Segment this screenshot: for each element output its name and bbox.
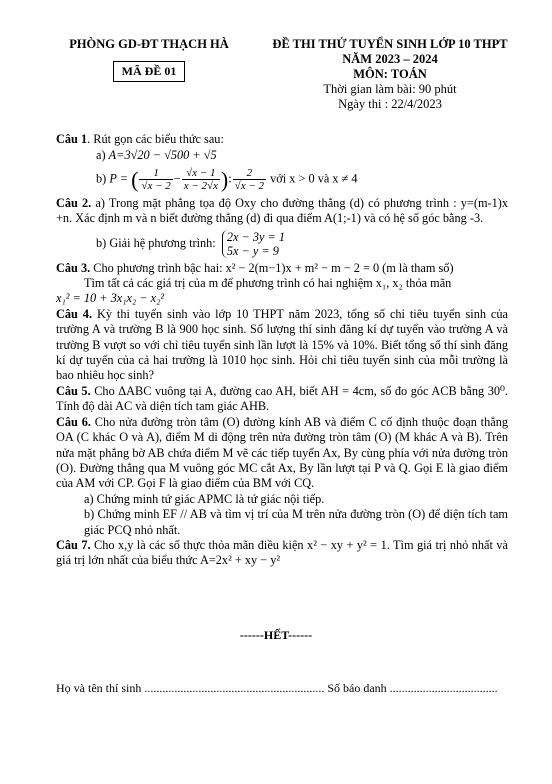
question-2-text: a) Trong mặt phẳng tọa độ Oxy cho đường thẳng (d) có phương trình : y=(m-1)x +n. Xác định m và n biết đường thẳng (d) đi qua điểm A(1;-1) và có hệ số góc bằng -3. bbox=[56, 195, 508, 226]
exam-body bbox=[56, 132, 508, 569]
question-2b-text: b) Giải hệ phương trình: bbox=[96, 235, 216, 250]
question-7-text: Cho x,y là các số thực thỏa mãn điều kiện x² − xy + y² = 1. Tìm giá trị nhỏ nhất và giá trị lớn nhất của biểu thức A=2x² + xy − y² bbox=[56, 537, 508, 568]
question-6-text: Cho nửa đường tròn tâm (O) đường kính AB và điểm C cố định thuộc đoạn thẳng OA (C khác O và A), điểm M di động trên nửa đường tròn tâm (O) (M khác A và B). Trên nửa mặt phẳng bờ AB chứa điểm M vẽ các tiếp tuyến Ax, By cùng phía với nửa đường tròn (O). Đường thẳng qua M vuông góc MC cắt Ax, By lần lượt tại P và Q. Gọi E là giao điểm của AM với CP. Gọi F là giao điểm của BM với CQ. bbox=[56, 414, 508, 491]
question-1a bbox=[56, 148, 508, 163]
question-1b-p: P = bbox=[109, 171, 128, 186]
question-3-label: Câu 3. bbox=[56, 260, 91, 275]
question-3-text: Cho phương trình bậc hai: x² − 2(m−1)x + m² − m − 2 = 0 (m là tham số) bbox=[90, 260, 454, 275]
question-6 bbox=[56, 415, 508, 492]
question-1a-expression: A=3√20 − √500 + √5 bbox=[108, 148, 217, 163]
question-5-label: Câu 5. bbox=[56, 383, 91, 398]
question-5 bbox=[56, 384, 508, 415]
question-1b: b) P = ( $\frac{1}{√x - 2}$ − $\frac{√x - 1}{x - 2√x}$ ): $\frac{2}{√x - 2}$ với x > 0 và x ≠ 4 bbox=[96, 166, 358, 192]
question-1-label: Câu 1 bbox=[56, 132, 88, 146]
question-4-text: Kỳ thi tuyển sinh vào lớp 10 THPT năm 2023, tổng số chỉ tiêu tuyển sinh của trường A và trường B là 900 học sinh. Số lượng thí sinh đăng kí dự tuyển vào trường A và trường B vượt so với chỉ tiêu tuyển sinh lần lượt là 15% và 10%. Biết tổng số thí sinh đăng kí dự tuyển của cả hai trường là 1010 học sinh. Hỏi chỉ tiêu tuyển sinh của mỗi trường là bao nhiêu học sinh? bbox=[56, 306, 508, 383]
header-left bbox=[54, 37, 244, 82]
question-1a-label: a) bbox=[96, 148, 106, 163]
equation-2: 5x − y = 9 bbox=[226, 243, 279, 258]
department-name: PHÒNG GD-ĐT THẠCH HÀ bbox=[69, 37, 229, 51]
equation-1: 2x − 3y = 1 bbox=[226, 229, 286, 244]
exam-date: Ngày thi : 22/4/2023 bbox=[338, 97, 442, 111]
equation-system bbox=[222, 230, 285, 258]
exam-year: NĂM 2023 – 2024 bbox=[342, 52, 438, 66]
exam-code-box: MÃ ĐỀ 01 bbox=[113, 61, 186, 82]
question-4 bbox=[56, 307, 508, 384]
exam-title: ĐỀ THI THỬ TUYỂN SINH LỚP 10 THPT bbox=[272, 37, 508, 51]
exam-duration: Thời gian làm bài: 90 phút bbox=[323, 82, 457, 96]
question-1b-label: b) bbox=[96, 171, 107, 186]
candidate-info-line: Họ và tên thí sinh ............................................................ Số báo danh .................................... bbox=[56, 681, 498, 695]
question-3-line2: Tìm tất cả các giá trị của m để phương trình có hai nghiệm x₁, x₂ thỏa mãn bbox=[84, 276, 452, 291]
question-2b bbox=[56, 230, 508, 258]
header-right bbox=[264, 37, 516, 112]
question-4-label: Câu 4. bbox=[56, 306, 93, 321]
question-6a: a) Chứng minh tứ giác APMC là tứ giác nội tiếp. bbox=[84, 491, 325, 506]
question-3 bbox=[56, 261, 508, 276]
question-7-label: Câu 7. bbox=[56, 537, 91, 552]
question-5-text: Cho ΔABC vuông tại A, đường cao AH, biết AH = 4cm, số đo góc ACB bằng 30⁰. Tính độ dài AC và diện tích tam giác AHB. bbox=[56, 383, 508, 414]
question-3-line3: x₁² = 10 + 3x₁x₂ − x₂² bbox=[56, 291, 165, 306]
question-1-text: . Rút gọn các biểu thức sau: bbox=[87, 132, 224, 146]
question-7 bbox=[56, 538, 508, 569]
question-2-label: Câu 2. bbox=[56, 195, 92, 210]
question-1 bbox=[56, 132, 508, 147]
question-6b: b) Chứng minh EF // AB và tìm vị trí của M trên nửa đường tròn (O) để diện tích tam giác PCQ nhỏ nhất. bbox=[84, 507, 508, 537]
question-6-label: Câu 6. bbox=[56, 414, 91, 429]
exam-subject: MÔN: TOÁN bbox=[353, 67, 427, 81]
end-mark: ------HẾT------ bbox=[239, 628, 313, 642]
question-1b-condition: với x > 0 và x ≠ 4 bbox=[270, 171, 358, 186]
question-2 bbox=[56, 196, 508, 227]
